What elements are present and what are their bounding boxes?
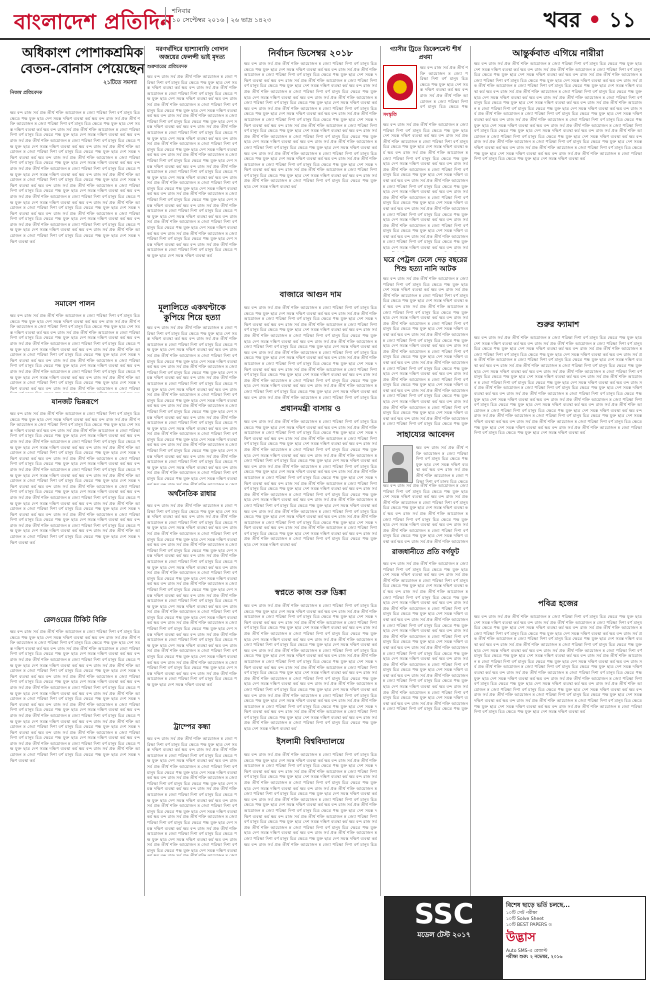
mid1-headline: মরণখাঁদিরে হ্যাশ্যাবাড়ি গোদান অজয়ের ফেলন্সী ভাই মৃদত্য — [155, 46, 229, 61]
ad-brand: উদ্ভাস — [506, 930, 536, 944]
ssc-advertisement — [384, 896, 646, 980]
mid1-h2: মূলালিতে একঘণ্টাকে কুপিয়ে শিয়ে হত্যা — [158, 302, 226, 322]
issue-day: শনিবার — [172, 7, 191, 15]
issue-meta — [165, 7, 271, 25]
mid1-h4: ট্রাম্পের কন্ধা — [173, 722, 211, 731]
ad-ssc-subtitle: মডেল টেস্ট ২০১৭ — [417, 931, 471, 939]
left-h2: সমাবেশ পালন — [54, 299, 95, 308]
page-number: ১১ — [608, 7, 636, 32]
mid2-h5: ইসলামী বিশ্ববিদ্যালয়ে — [276, 736, 345, 746]
right-h2: শুরুর ফ্যামাশ — [536, 319, 580, 329]
child-photo — [383, 445, 413, 483]
ad-contact: Auto SMS-এ রেজাল্ট — [506, 949, 548, 954]
mid1-byline: শুক্রবারের প্রতিবেদক — [147, 65, 188, 70]
left-h3: যানজট ভিন্নরূপে — [51, 397, 99, 406]
culture-logo — [383, 65, 417, 109]
issue-date: ১০ সেপ্টেম্বর ২০১৬ | ২৬ ভাদ্র ১৪২৩ — [172, 16, 272, 24]
right-h3: পবিত্র হজের — [538, 598, 578, 608]
ad-line-4: ১০টি BEST PAPERS ও — [506, 923, 552, 928]
mid3-h2: ঘরে পেট্রল ঢেলে দেড় বছরের শিশু হত্যা নানি আটক — [383, 255, 468, 273]
section-name: খবর — [543, 7, 581, 32]
mid2-column — [244, 46, 377, 847]
ad-line-3: ১০টি Solve Sheet — [506, 917, 544, 922]
newspaper-brand: বাংলাদেশ প্রতিদিন — [14, 9, 174, 34]
mid3-h3: সাহায্যের আবেদন — [396, 429, 455, 439]
mid1-column — [147, 46, 237, 856]
left-subhead: ২১টিতে সমস্যা — [103, 80, 137, 86]
mid2-h3: প্রধানমন্ত্রী বাসায় ও — [280, 403, 341, 413]
mid1-h3: অর্থনৈতিক রাধার — [168, 489, 216, 498]
ad-line-2: ১০টি সেট পরীক্ষা — [506, 911, 538, 916]
mid3-headline: গ্যাসীর ট্রিতে ডিকেশমেন্ট শীর্ষ প্রথমা — [390, 46, 461, 61]
right-headline: আন্তুর্কবাত এগিয়ে নারীরা — [512, 49, 604, 59]
right-column — [474, 46, 642, 864]
section-tag — [544, 4, 636, 39]
ad-ssc-title: SSC — [414, 897, 474, 930]
mid2-headline: নির্বাচন ডিসেম্বর ২০১৮ — [268, 49, 353, 59]
masthead — [0, 0, 650, 40]
mid3-h4: রাজধানীতে প্রতি বর্গফুট — [391, 547, 460, 556]
ad-right-panel — [503, 897, 645, 979]
ad-line-1: বিশেষ ছাড়ে ভর্তি চলছে... — [506, 902, 570, 909]
mid3-logo-label: সংস্কৃতি — [383, 113, 397, 118]
left-byline: নিজস্ব প্রতিবেদক — [10, 91, 43, 96]
ad-date: পরীক্ষা শুরু: ২ নভেম্বর, ২০১৬ — [506, 955, 563, 960]
ad-left-panel — [385, 897, 503, 979]
mid3-column — [383, 46, 468, 711]
left-headline: অধিকাংশ পোশাকশ্রমিক বেতন-বোনাস পেয়েছেন — [20, 46, 145, 77]
left-body — [10, 110, 140, 889]
mid2-h4: স্বপ্নতে কাজ শুরু ডিঙ্কা — [274, 587, 347, 597]
section-dot-icon: • — [580, 7, 609, 32]
mid2-h2: বাজারে আগুন দাম — [279, 289, 342, 299]
left-h4: রেলওয়ের টিকিট বিক্রি — [43, 615, 107, 624]
